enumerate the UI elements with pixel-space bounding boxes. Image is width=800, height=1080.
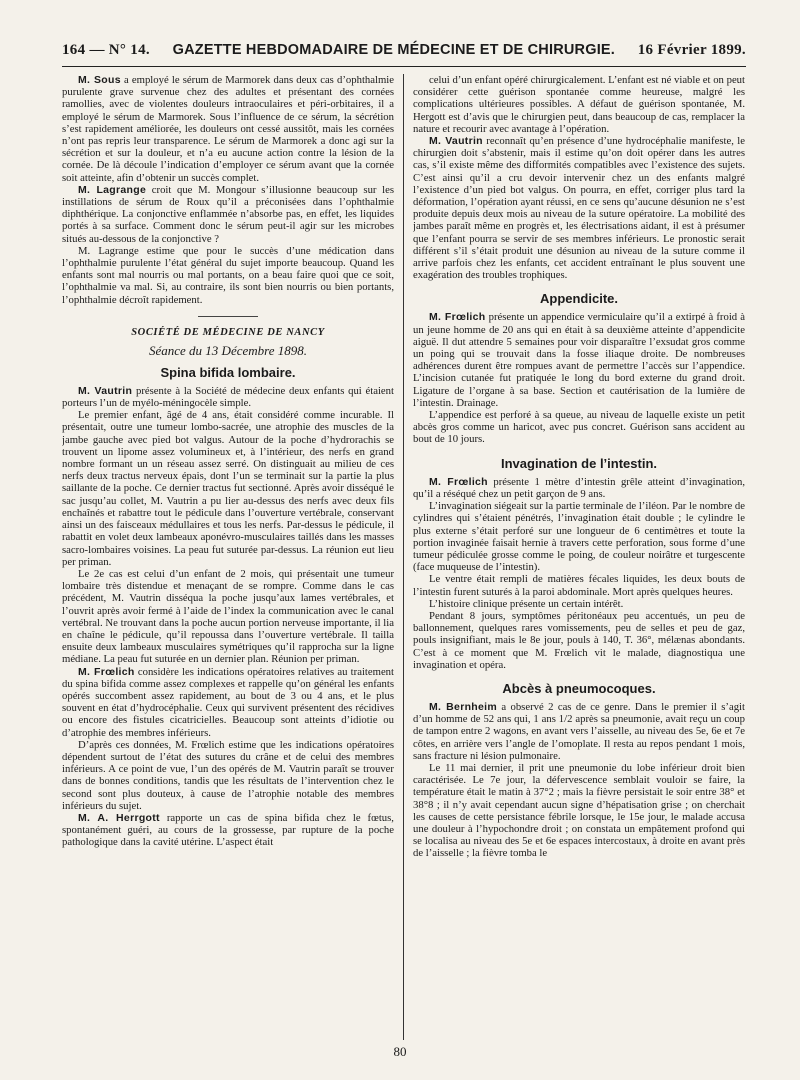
society-heading: SOCIÉTÉ DE MÉDECINE DE NANCY — [131, 326, 325, 338]
running-header — [62, 42, 746, 64]
right-column — [413, 74, 745, 1040]
paragraph-text: celui d’un enfant opéré chirurgicalement. L’enfant est né viable et on peut considérer cette guérison spontanée comme heureuse, malgré les complications ultérieures possibles. A défaut de guérison spontanée, M. Hergott est d’avis que le chirurgien peut, dans beaucoup de cas, remplacer la nature et recourir avec avantage à l’opération. — [413, 74, 745, 135]
issue-date: 16 Février 1899. — [637, 42, 746, 58]
paragraph — [413, 598, 745, 610]
section-divider — [198, 316, 258, 317]
paragraph — [62, 409, 394, 568]
journal-title: GAZETTE HEBDOMADAIRE DE MÉDECINE ET DE CHIRURGIE. — [172, 42, 616, 58]
paragraph-text: L’invagination siégeait sur la partie terminale de l’iléon. Par le nombre de cylindres qui s’étaient pénétrés, l’invagination était double ; le cylindre le plus externe s’était perforé sur une longueur de 6 centimètres et toute la portion invaginée faisait hernie à travers cette perforation, sous forme d’une tumeur pédiculée grosse comme le poing, de couleur noirâtre et turgescente (face muqueuse de l’intestin). — [413, 500, 745, 574]
paragraph-text: reconnaît qu’en présence d’une hydrocéphalie manifeste, le chirurgien doit s’abstenir, mais il estime qu’on doit opérer dans les autres cas, s’il existe même des difformités compatibles avec l’existence des sujets. C’est ainsi qu’il a cru devoir intervenir chez un des enfants malgré l’existence d’un pied bot valgus. On pourra, en effet, corriger plus tard la déformation, l’opération ayant réussi, en ce sens qu’aucune désunion ne s’est produite depuis deux mois au niveau de la suture opératoire. La mobilité des jambes paraît même en progrès et, les électrisations aidant, il est à présumer que l’enfant pourra se servir de ses membres inférieurs. Le pronostic serait différent s’il s’était produit une désunion au niveau de la suture comme il arrive parfois chez les enfants, cet accident entraînant le plus souvent une exagération des troubles trophiques. — [413, 135, 745, 282]
paragraph-text: Le 11 mai dernier, il prit une pneumonie du lobe inférieur droit bien caractérisée. Le 7e jour, la défervescence semblait vouloir se faire, la température était le matin à 37°2 ; mais la fièvre persistait le soir entre 38° et 38°8 ; il n’y avait cependant aucun signe d’hépatisation grise ; on cherchait les causes de cette persistance fébrile lorsque, le 15e jour, le malade accusa une douleur à l’hypochondre droit ; on constata un empâtement profond qui se localisa au niveau des 5e et 6e espaces intercostaux, à droite en avant près de l’aisselle ; la fièvre tomba le — [413, 761, 745, 860]
column-divider — [403, 74, 404, 1040]
speaker-name: M. Lagrange — [78, 183, 147, 196]
header-rule — [62, 66, 746, 67]
paragraph-text: Le 2e cas est celui d’un enfant de 2 mois, qui présentait une tumeur lombaire très distendue et menaçant de se rompre. Comme dans le cas précédent, M. Vautrin disséqua la poche jusqu’aux lames vertébrales, et l’ouvrit après avoir fermé à l’aide de l’index la communication avec le canal vertébral. Ne trouvant dans la poche aucun portion nerveuse importante, il lia en chaîne le pédicule, qu’il repoussa dans l’ouverture vertébrale. Il tailla ensuite deux lambeaux musculaires symétriques qu’il rapprocha sur la ligne médiane. La peau fut suturée en un dernier plan. Réunion per priman. — [62, 567, 394, 666]
paragraph-text: Pendant 8 jours, symptômes péritonéaux peu accentués, un peu de ballonnement, quelques rares vomissements, peu de selles et peu de gaz, pouls insignifiant, mais le 8e jour, pouls à 140, T. 36°, mélænas abondants. C’est à ce moment que M. Frœlich vit le malade, diagnostiqua une invagination et opéra. — [413, 609, 745, 671]
speaker-name: M. Vautrin — [78, 384, 133, 397]
speaker-name: M. Frœlich — [429, 475, 488, 488]
paragraph-text: L’appendice est perforé à sa queue, au niveau de laquelle existe un petit abcès gros comme un haricot, avec pus concret. Guérison sans accident au bout de 10 jours. — [413, 409, 745, 446]
section-title-invagination: Invagination de l’intestin. — [500, 455, 657, 471]
paragraph-text: Le premier enfant, âgé de 4 ans, était considéré comme incurable. Il présentait, outre une tumeur lombo-sacrée, une atrophie des muscles de la jambe gauche avec pied bot valgus. Autour de la poche d’hydrorachis se trouvent un lipome assez volumineux et, à l’intérieur, des nerfs en grand nombre formant un un réseau assez serré. On distinguait au milieu de ces nerfs deux tractus nerveux épais, dont l’un se terminait sur la partie la plus saillante de la poche. Ce dernier tractus fut sectionné. Après avoir disséqué le sac jusqu’au collet, M. Vautrin a pu lier au-dessus des nerfs avec deux fils enchaînés et rabattre tout le pédicule dans l’ouverture vertébrale, conservant ainsi un des faisceaux médullaires et tous les nerfs. Par-dessus le pédicule, il rabattit en volet deux lambeaux aponévro-musculaires taillés dans les masses sacro-lombaires voisines. La peau fut suturée par-dessus. La réunion eut lieu per priman. — [62, 409, 394, 568]
paragraph — [413, 701, 745, 762]
speaker-name: M. Bernheim — [429, 700, 498, 713]
paragraph-text: présente un appendice vermiculaire qu’il a extirpé à froid à un jeune homme de 20 ans qui en était à sa deuxième atteinte d’appendicite aiguë. Il dut attendre 5 semaines pour voir disparaître l’exsudat gros comme un poing qui se trouvait dans la fosse iliaque droite. De nombreuses adhérences durent être rompues avant de permettre l’accès sur l’appendice. L’incision cutanée fut pratiquée le long du bord externe du grand droit. Ligature de l’organe à sa base. Section et cautérisation de la lumière de l’intestin. Drainage. — [413, 311, 745, 409]
paragraph — [413, 409, 745, 446]
spina-bifida-section — [62, 385, 394, 849]
speaker-name: M. Frœlich — [78, 665, 135, 678]
left-intro-section — [62, 74, 394, 306]
paragraph — [413, 135, 745, 281]
left-column — [62, 74, 394, 1040]
paragraph-text: rapporte un cas de spina bifida chez le fœtus, spontanément guéri, au cours de la grossesse, par rupture de la poche pathologique dans la cavité utérine. L’aspect était — [62, 811, 394, 849]
paragraph-text: Le ventre était rempli de matières fécales liquides, les deux bouts de l’intestin furent suturés à la paroi abdominale. Mort après quelques heures. — [413, 573, 745, 598]
paragraph — [62, 739, 394, 812]
paragraph-text: présente 1 mètre d’intestin grêle atteint d’invagination, qu’il a réséqué chez un petit garçon de 9 ans. — [413, 475, 745, 500]
paragraph — [413, 610, 745, 671]
paragraph-text: croit que M. Mongour s’illusionne beaucoup sur les instillations de sérum de Roux qu’il a préconisées dans l’ophthalmie diphthérique. La conjonctive enflammée n’absorbe pas, en effet, les liquides portés à sa surface. Comment donc le sérum peut-il agir sur les microbes situés au-dessous de la conjonctive ? — [62, 183, 394, 245]
paragraph — [413, 762, 745, 860]
paragraph — [62, 568, 394, 666]
paragraph-text: a employé le sérum de Marmorek dans deux cas d’ophthalmie purulente grave survenue chez des adultes et présentant des cornées ramollies, avec de violentes douleurs intraoculaires et péri-orbitaires, il a employé le sérum de Marmorek. Sous l’influence de ce sérum, la sécrétion s’est rapidement améliorée, les douleurs ont cessé aussitôt, mais les cornées n’ont pas repris leur transparence. Le sérum de Marmorek a donc agi sur la sécrétion et sur la douleur, et n’a eu aucune action contre la lésion de la cornée. De là découle l’indication d’employer ce sérum avant que la cornée soit atteinte, afin d’obtenir un succès complet. — [62, 74, 394, 184]
speaker-name: M. Vautrin — [429, 135, 483, 148]
paragraph — [62, 385, 394, 409]
abces-section — [413, 701, 745, 860]
speaker-name: M. A. Herrgott — [78, 811, 160, 824]
right-intro-section — [413, 74, 745, 281]
paragraph — [62, 245, 394, 306]
paragraph — [413, 500, 745, 573]
paragraph-text: présente à la Société de médecine deux enfants qui étaient porteurs l’un de myélo-méningocèle simple. — [62, 384, 394, 410]
page-issue-number: 164 — N° 14. — [62, 42, 150, 58]
paragraph — [62, 812, 394, 849]
speaker-name: M. Frœlich — [429, 311, 486, 324]
paragraph — [413, 74, 745, 135]
paragraph — [62, 184, 394, 245]
paragraph — [413, 573, 745, 597]
section-title-appendicite: Appendicite. — [539, 291, 618, 307]
section-title-spina-bifida: Spina bifida lombaire. — [160, 364, 296, 380]
invagination-section — [413, 476, 745, 671]
section-title-abces: Abcès à pneumocoques. — [502, 680, 656, 696]
paragraph — [413, 311, 745, 409]
page-number: 80 — [393, 1044, 407, 1059]
paragraph-text: a observé 2 cas de ce genre. Dans le premier il s’agit d’un homme de 52 ans qui, 1 ans 1/2 après sa pneumonie, avait reçu un coup de tampon entre 2 wagons, en avant vers l’aisselle, au niveau des 5e, 6e et 7e côtes, en arrière vers l’angle de l’omoplate. Il resta au repos pendant 1 mois, sans fracture ni lésion pulmonaire. — [413, 700, 745, 762]
paragraph-text: D’après ces données, M. Frœlich estime que les indications opératoires dépendent surtout de l’état des sutures du crâne et de celui des membres inférieurs. A ce point de vue, l’un des opérés de M. Vautrin paraît se trouver dans de bonnes conditions, tandis que les résultats de l’intervention chez le second sont plus douteux, à cause de l’atrophie notable des membres inférieurs du sujet. — [62, 738, 394, 812]
paragraph — [413, 476, 745, 500]
paragraph-text: M. Lagrange estime que pour le succès d’une médication dans l’ophthalmie purulente l’état général du sujet importe beaucoup. Quand les enfants sont mal nourris ou mal portants, on a beau faire quoi que ce soit, l’ophthalmie va mal. Si, au contraire, ils sont bien nourris ou bien portants, l’ophthalmie décroît rapidement. — [62, 244, 394, 306]
paragraph-text: L’histoire clinique présente un certain intérêt. — [429, 597, 624, 610]
paragraph-text: considère les indications opératoires relatives au traitement du spina bifida comme assez complexes et rappelle qu’on général les enfants opérés succombent assez rapidement, au bout de 3 ou 4 ans, et le plus souvent en état d’hydrocéphalie. Ceux qui survivent présentent des récidives ou encore des fistules cicatricielles. Beaucoup sont atteints d’idiotie ou d’atrophie des membres inférieurs. — [62, 665, 394, 739]
session-date: Séance du 13 Décembre 1898. — [149, 342, 307, 358]
appendicite-section — [413, 311, 745, 445]
paragraph — [62, 666, 394, 739]
speaker-name: M. Sous — [78, 74, 121, 86]
paragraph — [62, 74, 394, 184]
